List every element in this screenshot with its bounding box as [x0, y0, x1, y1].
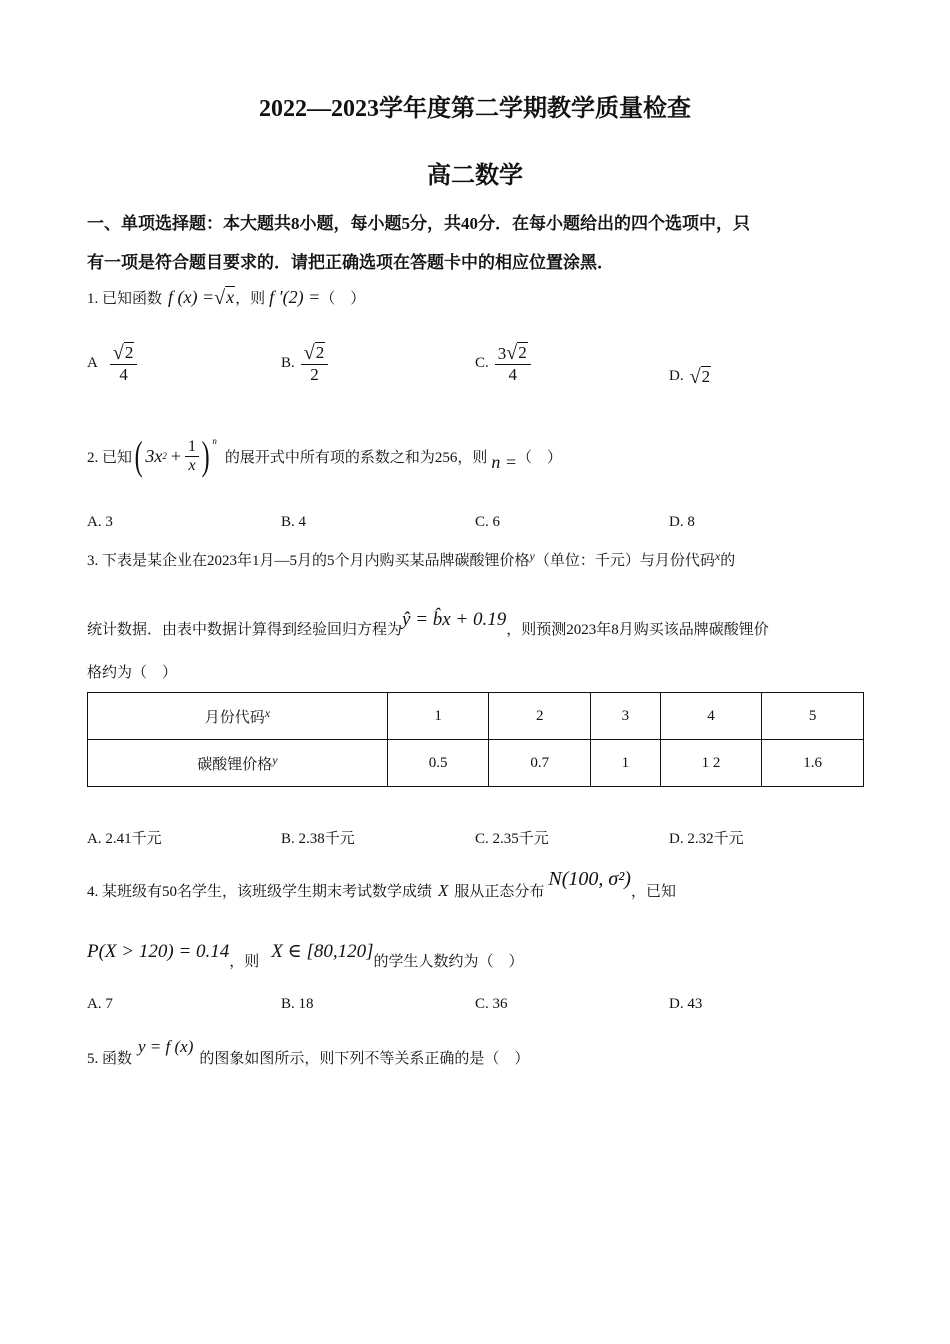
q4-option-b[interactable]: B. 18 [281, 996, 314, 1012]
q1-option-b[interactable]: B. √ 2 2 [281, 342, 328, 385]
q3-x-var: x [714, 549, 721, 563]
q4-X-var: X [438, 880, 449, 900]
q3-data-table [87, 692, 864, 787]
table-cell: 1 2 [660, 740, 762, 787]
table-cell: 2 [489, 693, 591, 740]
question-4-line2: P(X > 120) = 0.14 ，则 X ∈ [80,120] 的学生人数约为（ ） [87, 940, 524, 970]
question-4-line1: 4. 某班级有50名学生，该班级学生期末考试数学成绩 X 服从正态分布 N(100, σ²) ，已知 [87, 868, 676, 900]
page-subtitle: 高二数学 [427, 163, 523, 189]
table-row [88, 740, 864, 787]
q1-fprime: f ′(2) = [269, 286, 321, 307]
q1-option-d[interactable]: D. √ 2 [669, 366, 711, 388]
question-3-line1: 3. 下表是某企业在2023年1月—5月的5个月内购买某品牌碳酸锂价格$^y$（单位：千元）与月份代码$^x$的 [87, 549, 736, 569]
section-instructions-line2: 有一项是符合题目要求的．请把正确选项在答题卡中的相应位置涂黑． [87, 253, 614, 272]
q2-n-eq: n = [491, 451, 517, 472]
q2-binomial: ( 3x 2 + $\frac{1}{x}$ ) $^n$ [134, 433, 217, 478]
table-cell: 1.6 [762, 740, 864, 787]
table-row [88, 693, 864, 740]
q1-option-b-frac: √ 2 2 [301, 342, 328, 385]
question-3-line3: 格约为（ ） [87, 665, 178, 681]
question-3-line2: 统计数据．由表中数据计算得到经验回归方程为 ŷ = b̂x + 0.19 ，则预测2023年8月购买该品牌碳酸锂价 [87, 608, 769, 638]
page-title: 2022—2023学年度第二学期教学质量检查 [259, 96, 691, 122]
q2-prefix: 2. 已知 [87, 449, 133, 466]
q2-option-d[interactable]: D. 8 [669, 514, 695, 530]
q3-option-c[interactable]: C. 2.35千元 [475, 831, 549, 847]
table-header-cell: 碳酸锂价格$^y$ [88, 740, 388, 787]
table-cell: 4 [660, 693, 762, 740]
section-instructions-line1: 一、单项选择题：本大题共8小题，每小题5分，共40分．在每小题给出的四个选项中，只 [87, 214, 750, 233]
q4-option-a[interactable]: A. 7 [87, 996, 113, 1012]
q3-option-d[interactable]: D. 2.32千元 [669, 831, 744, 847]
q1-option-a[interactable]: A √ 2 4 [87, 342, 137, 385]
question-1 [87, 286, 365, 308]
q3-y-var: y [529, 549, 535, 563]
q1-prefix: 1. 已知函数 [87, 290, 163, 307]
table-header-cell: 月份代码$^x$ [88, 693, 388, 740]
q1-fx: f (x) = [168, 286, 215, 307]
q4-distribution: N(100, σ²) [548, 868, 631, 890]
q4-option-d[interactable]: D. 43 [669, 996, 703, 1012]
table-cell: 3 [591, 693, 661, 740]
q4-option-c[interactable]: C. 36 [475, 996, 508, 1012]
q2-option-c[interactable]: C. 6 [475, 514, 501, 530]
q2-suffix: （ ） [517, 449, 563, 466]
q2-mid: 的展开式中所有项的系数之和为256，则 [224, 449, 488, 466]
q2-option-a[interactable]: A. 3 [87, 514, 113, 530]
q3-option-a[interactable]: A. 2.41千元 [87, 831, 162, 847]
table-cell: 0.5 [387, 740, 489, 787]
q1-suffix: （ ） [320, 290, 366, 307]
q1-option-c[interactable]: C. 3 √ 2 4 [475, 342, 531, 385]
table-cell: 0.7 [489, 740, 591, 787]
q1-option-c-frac: 3 √ 2 4 [495, 342, 531, 385]
table-cell: 5 [762, 693, 864, 740]
q1-mid: ，则 [235, 290, 266, 307]
q3-regression-equation: ŷ = b̂x + 0.19 [402, 608, 507, 630]
q1-option-d-sqrt: √ 2 [689, 366, 711, 388]
question-5: 5. 函数 y = f (x) 的图象如图所示，则下列不等关系正确的是（ ） [87, 1036, 530, 1067]
q1-sqrt: √ x [214, 287, 235, 309]
q3-option-b[interactable]: B. 2.38千元 [281, 831, 355, 847]
q5-function: y = f (x) [138, 1036, 194, 1056]
table-cell: 1 [591, 740, 661, 787]
q4-probability: P(X > 120) = 0.14 [87, 940, 230, 962]
q1-option-a-frac: √ 2 4 [110, 342, 137, 385]
question-2 [87, 428, 562, 484]
q2-option-b[interactable]: B. 4 [281, 514, 307, 530]
table-cell: 1 [387, 693, 489, 740]
q4-interval: X ∈ [80,120] [271, 941, 374, 962]
